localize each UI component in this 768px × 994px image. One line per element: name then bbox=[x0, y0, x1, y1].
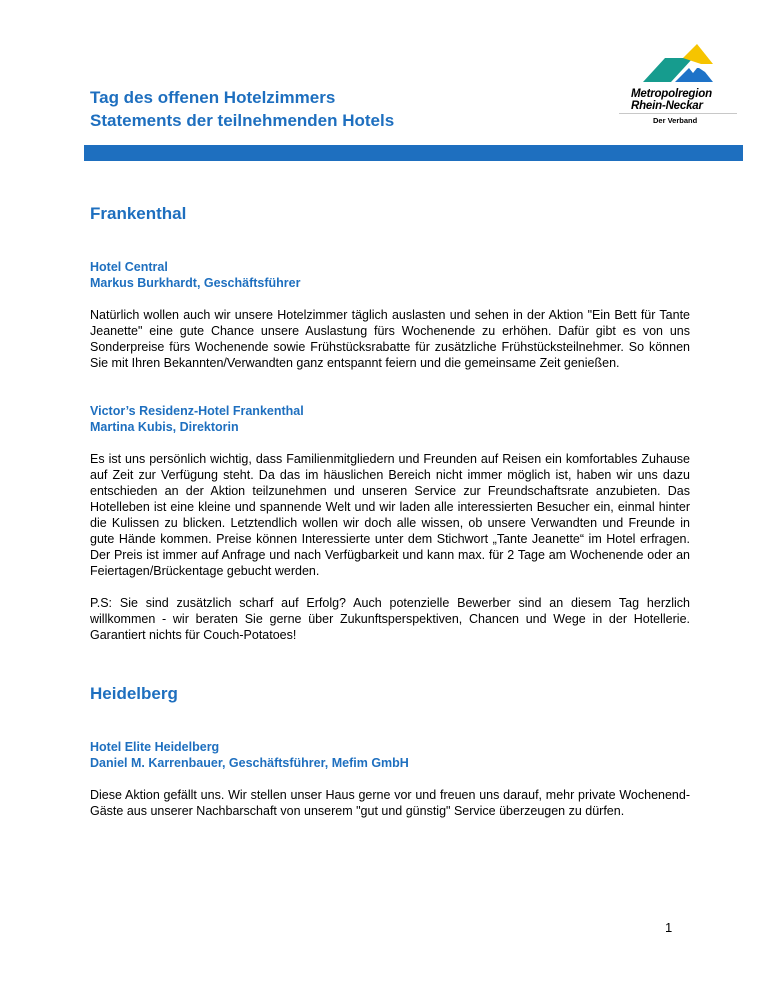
hotel-name: Victor’s Residenz-Hotel Frankenthal bbox=[90, 404, 304, 418]
hotel-contact: Daniel M. Karrenbauer, Geschäftsführer, Mefim GmbH bbox=[90, 756, 409, 770]
hotel-name: Hotel Elite Heidelberg bbox=[90, 740, 220, 754]
hotel-statement: Es ist uns persönlich wichtig, dass Familienmitgliedern und Freunden auf Reisen ein komfortables Zuhause auf Zeit zur Verfügung steht. Da das im häuslichen Bereich nicht immer möglich ist, haben wir uns dazu entschieden an der Aktion teilzunehmen und unseren Service zur Freundschaftsrate anzubieten. Das Hotelleben ist eine kleine und spannende Welt und wir laden alle interessierten Besucher ein, einmal hinter die Kulissen zu blicken. Letztendlich wollen wir doch alle wissen, ob unsere Verwandten und Freunde in gute Hände kommen. Preise können Interessierte unter dem Stichwort „Tante Jeanette“ im Hotel erfragen. Der Preis ist immer auf Anfrage und nach Verfügbarkeit und kann max. für 2 Tage am Wochenende oder an Feiertagen/Brückentage gebucht werden. bbox=[90, 452, 690, 578]
metropolregion-logo bbox=[613, 42, 739, 128]
document-body bbox=[90, 203, 690, 819]
logo-line-1: Metropolregion bbox=[631, 88, 712, 100]
logo-line-2: Rhein-Neckar bbox=[631, 100, 703, 112]
logo-wordmark bbox=[631, 88, 712, 112]
city-heading: Frankenthal bbox=[90, 204, 187, 223]
hotel-contact: Martina Kubis, Direktorin bbox=[90, 420, 239, 434]
page-header bbox=[0, 0, 768, 160]
hotel-statement: Natürlich wollen auch wir unsere Hotelzimmer täglich auslasten und sehen in der Aktion "Ein Bett für Tante Jeanette" eine gute Chance unsere Auslastung fürs Wochenende zu erhöhen. Dafür gibt es von uns Sonderpreise fürs Wochenende sowie Frühstücksrabatte für zusätzliche Frühstücksteilnehmer. So können Sie mit Ihren Bekannten/Verwandten ganz entspannt feiern und die gemeinsame Zeit genießen. bbox=[90, 308, 690, 370]
hotel-entry-victors bbox=[90, 403, 690, 643]
hotel-statement-ps: P.S: Sie sind zusätzlich scharf auf Erfolg? Auch potenzielle Bewerber sind an diesem Tag herzlich willkommen - wir beraten Sie gerne über Zukunftsperspektiven, Chancen und Wege in der Hotellerie. Garantiert nichts für Couch-Potatoes! bbox=[90, 596, 690, 642]
document-title: Tag des offenen Hotelzimmers bbox=[90, 88, 336, 107]
section-heidelberg bbox=[90, 683, 690, 819]
hotel-entry-central bbox=[90, 259, 690, 371]
hotel-name: Hotel Central bbox=[90, 260, 168, 274]
header-band bbox=[84, 145, 743, 161]
logo-divider bbox=[619, 113, 737, 114]
hotel-contact: Markus Burkhardt, Geschäftsführer bbox=[90, 276, 301, 290]
hotel-entry-elite bbox=[90, 739, 690, 819]
header-titles bbox=[90, 86, 394, 132]
metropolregion-logo-icon bbox=[613, 42, 739, 88]
city-heading: Heidelberg bbox=[90, 684, 178, 703]
logo-subtitle: Der Verband bbox=[653, 116, 698, 125]
document-subtitle: Statements der teilnehmenden Hotels bbox=[90, 111, 395, 130]
page-number: 1 bbox=[665, 920, 673, 935]
section-frankenthal bbox=[90, 203, 690, 643]
hotel-statement: Diese Aktion gefällt uns. Wir stellen unser Haus gerne vor und freuen uns darauf, mehr private Wochenend-Gäste aus unserer Nachbarschaft von unserem "gut und günstig" Service überzeugen zu dürfen. bbox=[90, 788, 690, 818]
